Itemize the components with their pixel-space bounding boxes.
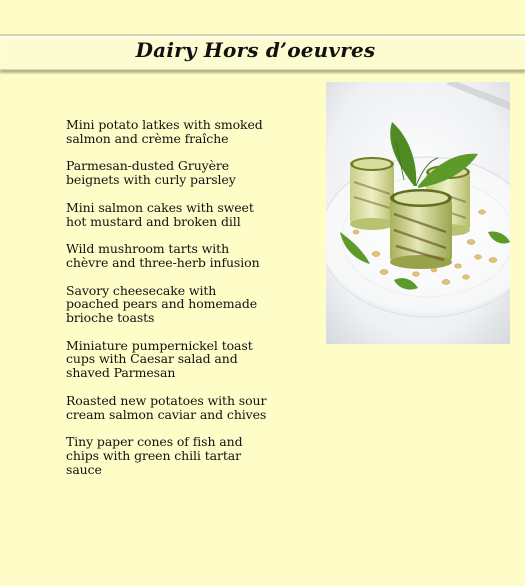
menu-item: Tiny paper cones of fish and chips with green chili tartar sauce: [66, 434, 243, 477]
menu-item: Mini salmon cakes with sweet hot mustard and broken dill: [66, 199, 254, 229]
menu-item: Savory cheesecake with poached pears and homemade brioche toasts: [66, 282, 258, 326]
menu-item: Wild mushroom tarts with chèvre and three-herb infusion: [66, 241, 260, 270]
page-title: Dairy Hors d’oeuvres: [135, 38, 376, 62]
zucchini-roll-front: [390, 189, 452, 269]
menu-item: Roasted new potatoes with sour cream salmon caviar and chives: [66, 392, 267, 422]
menu-item: Parmesan-dusted Gruyère beignets with curly parsley: [66, 158, 236, 188]
menu-item: Miniature pumpernickel toast cups with Caesar salad and shaved Parmesan: [66, 337, 253, 381]
menu-item: Mini potato latkes with smoked salmon and crème fraîche: [66, 117, 263, 146]
food-photo: [326, 82, 510, 344]
zucchini-roll-left: [350, 157, 394, 230]
menu-list: [66, 118, 271, 490]
